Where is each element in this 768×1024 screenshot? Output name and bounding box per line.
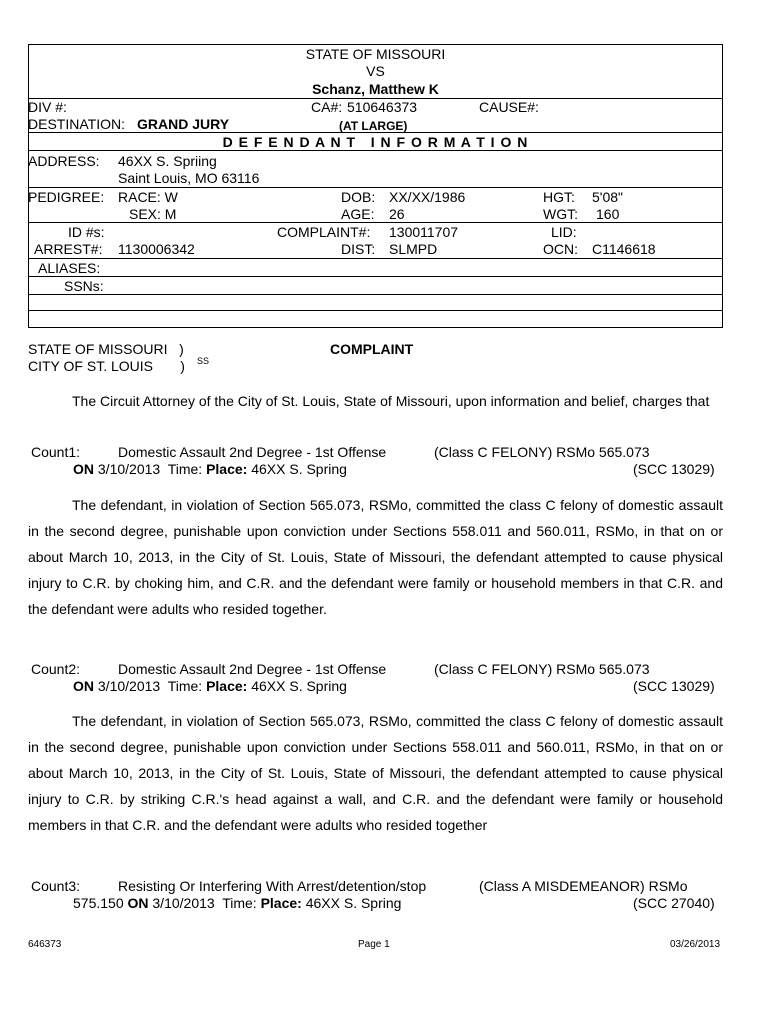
header-state: STATE OF MISSOURI — [305, 46, 446, 62]
count1-on: ON — [73, 461, 94, 477]
count2-date: 3/10/2013 Time: — [97, 678, 203, 694]
wgt-value: 160 — [596, 206, 620, 222]
count2-scc: (SCC 13029) — [633, 678, 715, 694]
divider — [28, 294, 723, 295]
section-title: D E F E N D A N T I N F O R M A T I O N — [222, 134, 529, 150]
divider — [28, 258, 723, 259]
venue-city: CITY OF ST. LOUIS ) — [28, 358, 185, 374]
complaint-value: 130011707 — [389, 224, 459, 240]
defendant-name: Schanz, Matthew K — [312, 81, 439, 97]
arrest-label: ARREST#: — [34, 241, 103, 257]
at-large: (AT LARGE) — [339, 119, 408, 133]
pedigree-label: PEDIGREE: — [28, 189, 105, 205]
venue-state: STATE OF MISSOURI ) — [28, 341, 184, 357]
count1-scc: (SCC 13029) — [633, 461, 715, 477]
footer-date: 03/26/2013 — [670, 939, 721, 950]
ca-label: CA#: — [311, 99, 343, 115]
ca-value: 510646373 — [347, 99, 418, 115]
count3-label: Count3: — [31, 878, 81, 894]
count3-place: 46XX S. Spring — [305, 895, 402, 911]
sex: SEX: M — [129, 206, 177, 222]
count1-label: Count1: — [31, 444, 81, 460]
race: RACE: W — [118, 189, 178, 205]
count2-class: (Class C FELONY) RSMo 565.073 — [434, 661, 650, 677]
address-line2: Saint Louis, MO 63116 — [118, 170, 260, 186]
divider — [28, 187, 723, 188]
count3-date: 3/10/2013 Time: — [152, 895, 257, 911]
dob-label: DOB: — [341, 189, 376, 205]
count2-on: ON — [73, 678, 94, 694]
count2-body: The defendant, in violation of Section 565.073, RSMo, committed the class C felony of domestic assault in the second degree, punishable upon conviction under Sections 558.011 and 560.011, RSMo, in that on or about March 10, 2013, in the City of St. Louis, State of Missouri, the defendant attempted to cause physical injury to C.R. by striking C.R.'s head against a wall, and C.R. and the defendant were family or household members in that C.R. and the defendant were adults who resided together — [28, 713, 723, 833]
count3-detail — [73, 895, 401, 912]
destination-label: DESTINATION: — [28, 116, 125, 132]
complaint-label: COMPLAINT#: — [277, 224, 371, 240]
ocn-value: C1146618 — [592, 241, 656, 257]
divider — [28, 276, 723, 277]
cause-label: CAUSE#: — [479, 99, 539, 115]
id-label: ID #s: — [68, 224, 105, 240]
dist-label: DIST: — [341, 241, 376, 257]
count3-on: ON — [127, 895, 149, 911]
address-label: ADDRESS: — [28, 153, 100, 169]
count3-place-label: Place: — [260, 895, 302, 911]
ssns-label: SSNs: — [64, 278, 104, 294]
aliases-label: ALIASES: — [38, 260, 101, 276]
count3-statute: 575.150 — [73, 895, 124, 911]
count2-place-label: Place: — [206, 678, 248, 694]
divider — [28, 310, 723, 311]
age-value: 26 — [389, 206, 405, 222]
lid-label: LID: — [551, 224, 577, 240]
count1-class: (Class C FELONY) RSMo 565.073 — [434, 444, 650, 460]
arrest-value: 1130006342 — [118, 241, 195, 257]
count1-place: 46XX S. Spring — [251, 461, 347, 477]
dob-value: XX/XX/1986 — [389, 189, 466, 205]
intro-paragraph: The Circuit Attorney of the City of St. Louis, State of Missouri, upon information and belief, charges that — [72, 393, 710, 409]
count3-scc: (SCC 27040) — [633, 895, 715, 911]
count1-body: The defendant, in violation of Section 565.073, RSMo, committed the class C felony of domestic assault in the second degree, punishable upon conviction under Sections 558.011 and 560.011, RSMo, in that on or about March 10, 2013, in the City of St. Louis, State of Missouri, the defendant attempted to cause physical injury to C.R. by choking him, and C.R. and the defendant were family or household members in that C.R. and the defendant were adults who resided together. — [28, 497, 723, 617]
count2-place: 46XX S. Spring — [251, 678, 347, 694]
footer-page: Page 1 — [358, 939, 390, 950]
count1-offense: Domestic Assault 2nd Degree - 1st Offense — [118, 444, 387, 460]
count2-label: Count2: — [31, 661, 81, 677]
count3-class: (Class A MISDEMEANOR) RSMo — [479, 878, 688, 894]
count3-offense: Resisting Or Interfering With Arrest/detention/stop — [118, 878, 427, 894]
count1-place-label: Place: — [206, 461, 248, 477]
age-label: AGE: — [341, 206, 375, 222]
count1-detail — [73, 461, 347, 478]
dist-value: SLMPD — [389, 241, 438, 257]
destination-value: GRAND JURY — [137, 116, 230, 132]
hgt-label: HGT: — [543, 189, 575, 205]
venue-ss: SS — [197, 356, 210, 366]
div-label: DIV #: — [28, 99, 67, 115]
count1-date: 3/10/2013 Time: — [97, 461, 203, 477]
count2-offense: Domestic Assault 2nd Degree - 1st Offense — [118, 661, 387, 677]
header-vs: VS — [366, 63, 385, 79]
address-line1: 46XX S. Spriing — [118, 153, 217, 169]
complaint-title: COMPLAINT — [330, 341, 414, 357]
ocn-label: OCN: — [543, 241, 578, 257]
count2-detail — [73, 678, 347, 695]
hgt-value: 5'08" — [592, 189, 624, 205]
wgt-label: WGT: — [543, 206, 578, 222]
footer-case-number: 646373 — [28, 939, 62, 950]
